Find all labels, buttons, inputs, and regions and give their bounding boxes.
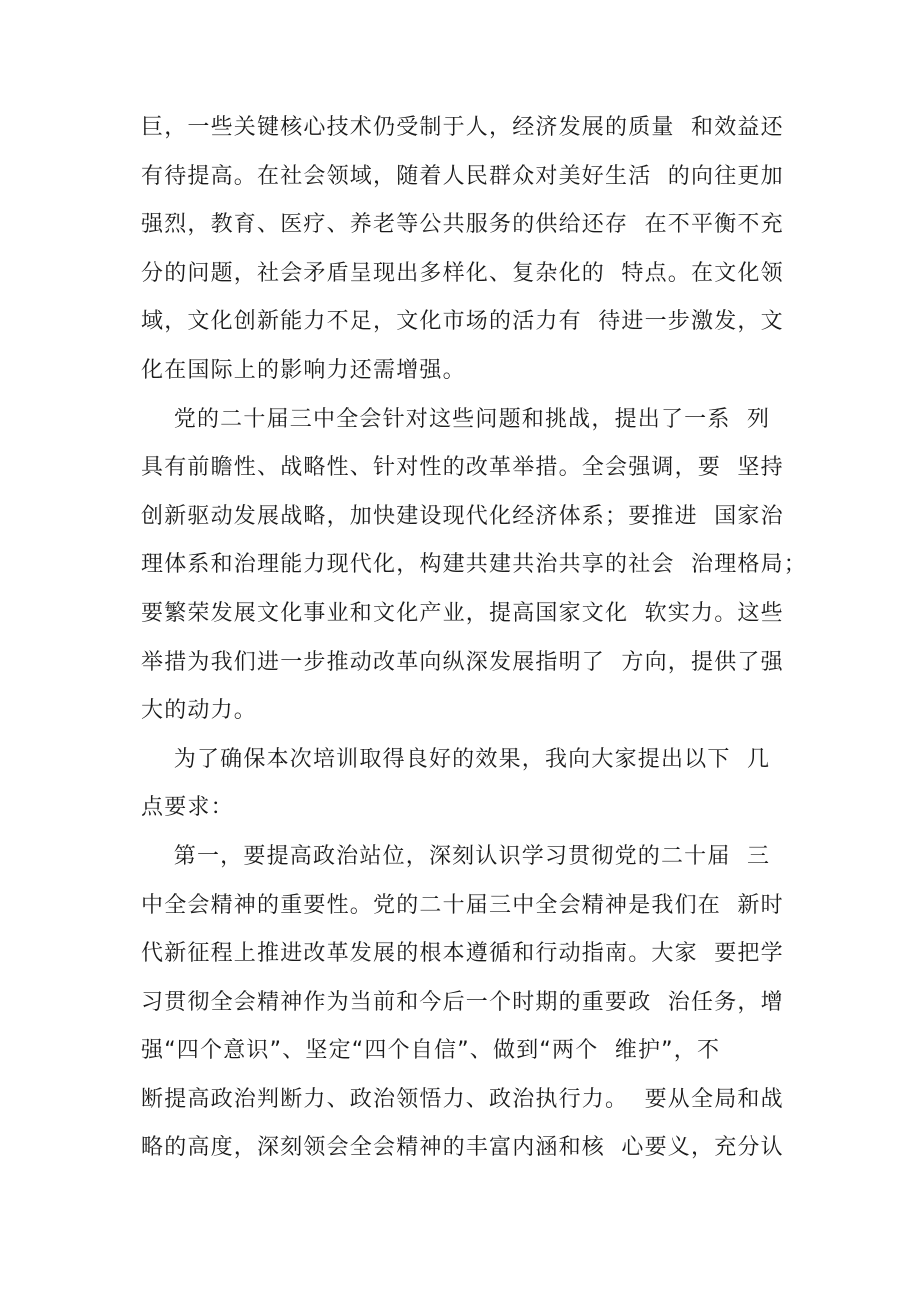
- text-line: 具有前瞻性、战略性、针对性的改革举措。全会强调，要 坚持: [141, 455, 784, 481]
- text-line: 理体系和治理能力现代化，构建共建共治共享的社会 治理格局；: [141, 552, 807, 578]
- text-line: 为了确保本次培训取得良好的效果，我向大家提出以下 几: [141, 746, 771, 772]
- text-line: 略的高度，深刻领会全会精神的丰富内涵和核 心要义，充分认: [141, 1135, 784, 1161]
- text-line: 党的二十届三中全会针对这些问题和挑战，提出了一系 列: [141, 406, 771, 432]
- text-line: 要繁荣发展文化事业和文化产业，提高国家文化 软实力。这些: [141, 600, 784, 626]
- text-line: 代新征程上推进改革发展的根本遵循和行动指南。大家 要把学: [141, 941, 784, 967]
- text-line: 有待提高。在社会领域，随着人民群众对美好生活 的向往更加: [141, 163, 784, 189]
- text-line: 习贯彻全会精神作为当前和今后一个时期的重要政 治任务，增: [141, 989, 784, 1015]
- text-line: 举措为我们进一步推动改革向纵深发展指明了 方向，提供了强: [141, 649, 784, 675]
- body-text: [141, 104, 807, 1173]
- text-line: 巨，一些关键核心技术仍受制于人，经济发展的质量 和效益还: [141, 115, 784, 140]
- text-line: 域，文化创新能力不足，文化市场的活力有 待进一步激发，文: [141, 309, 784, 335]
- text-line: 中全会精神的重要性。党的二十届三中全会精神是我们在 新时: [141, 892, 784, 918]
- text-line: 分的问题，社会矛盾呈现出多样化、复杂化的 特点。在文化领: [141, 260, 784, 286]
- text-line: 强“四个意识”、坚定“四个自信”、做到“两个 维护”，不: [141, 1038, 721, 1064]
- text-line: 创新驱动发展战略，加快建设现代化经济体系；要推进 国家治: [141, 503, 784, 529]
- text-line: 断提高政治判断力、政治领悟力、政治执行力。 要从全局和战: [141, 1086, 784, 1112]
- text-line: 大的动力。: [141, 698, 258, 724]
- text-line: 强烈，教育、医疗、养老等公共服务的供给还存 在不平衡不充: [141, 212, 784, 238]
- text-line: 第一，要提高政治站位，深刻认识学习贯彻党的二十届 三: [141, 843, 771, 869]
- text-line: 点要求：: [141, 795, 234, 821]
- text-line: 化在国际上的影响力还需增强。: [141, 357, 466, 383]
